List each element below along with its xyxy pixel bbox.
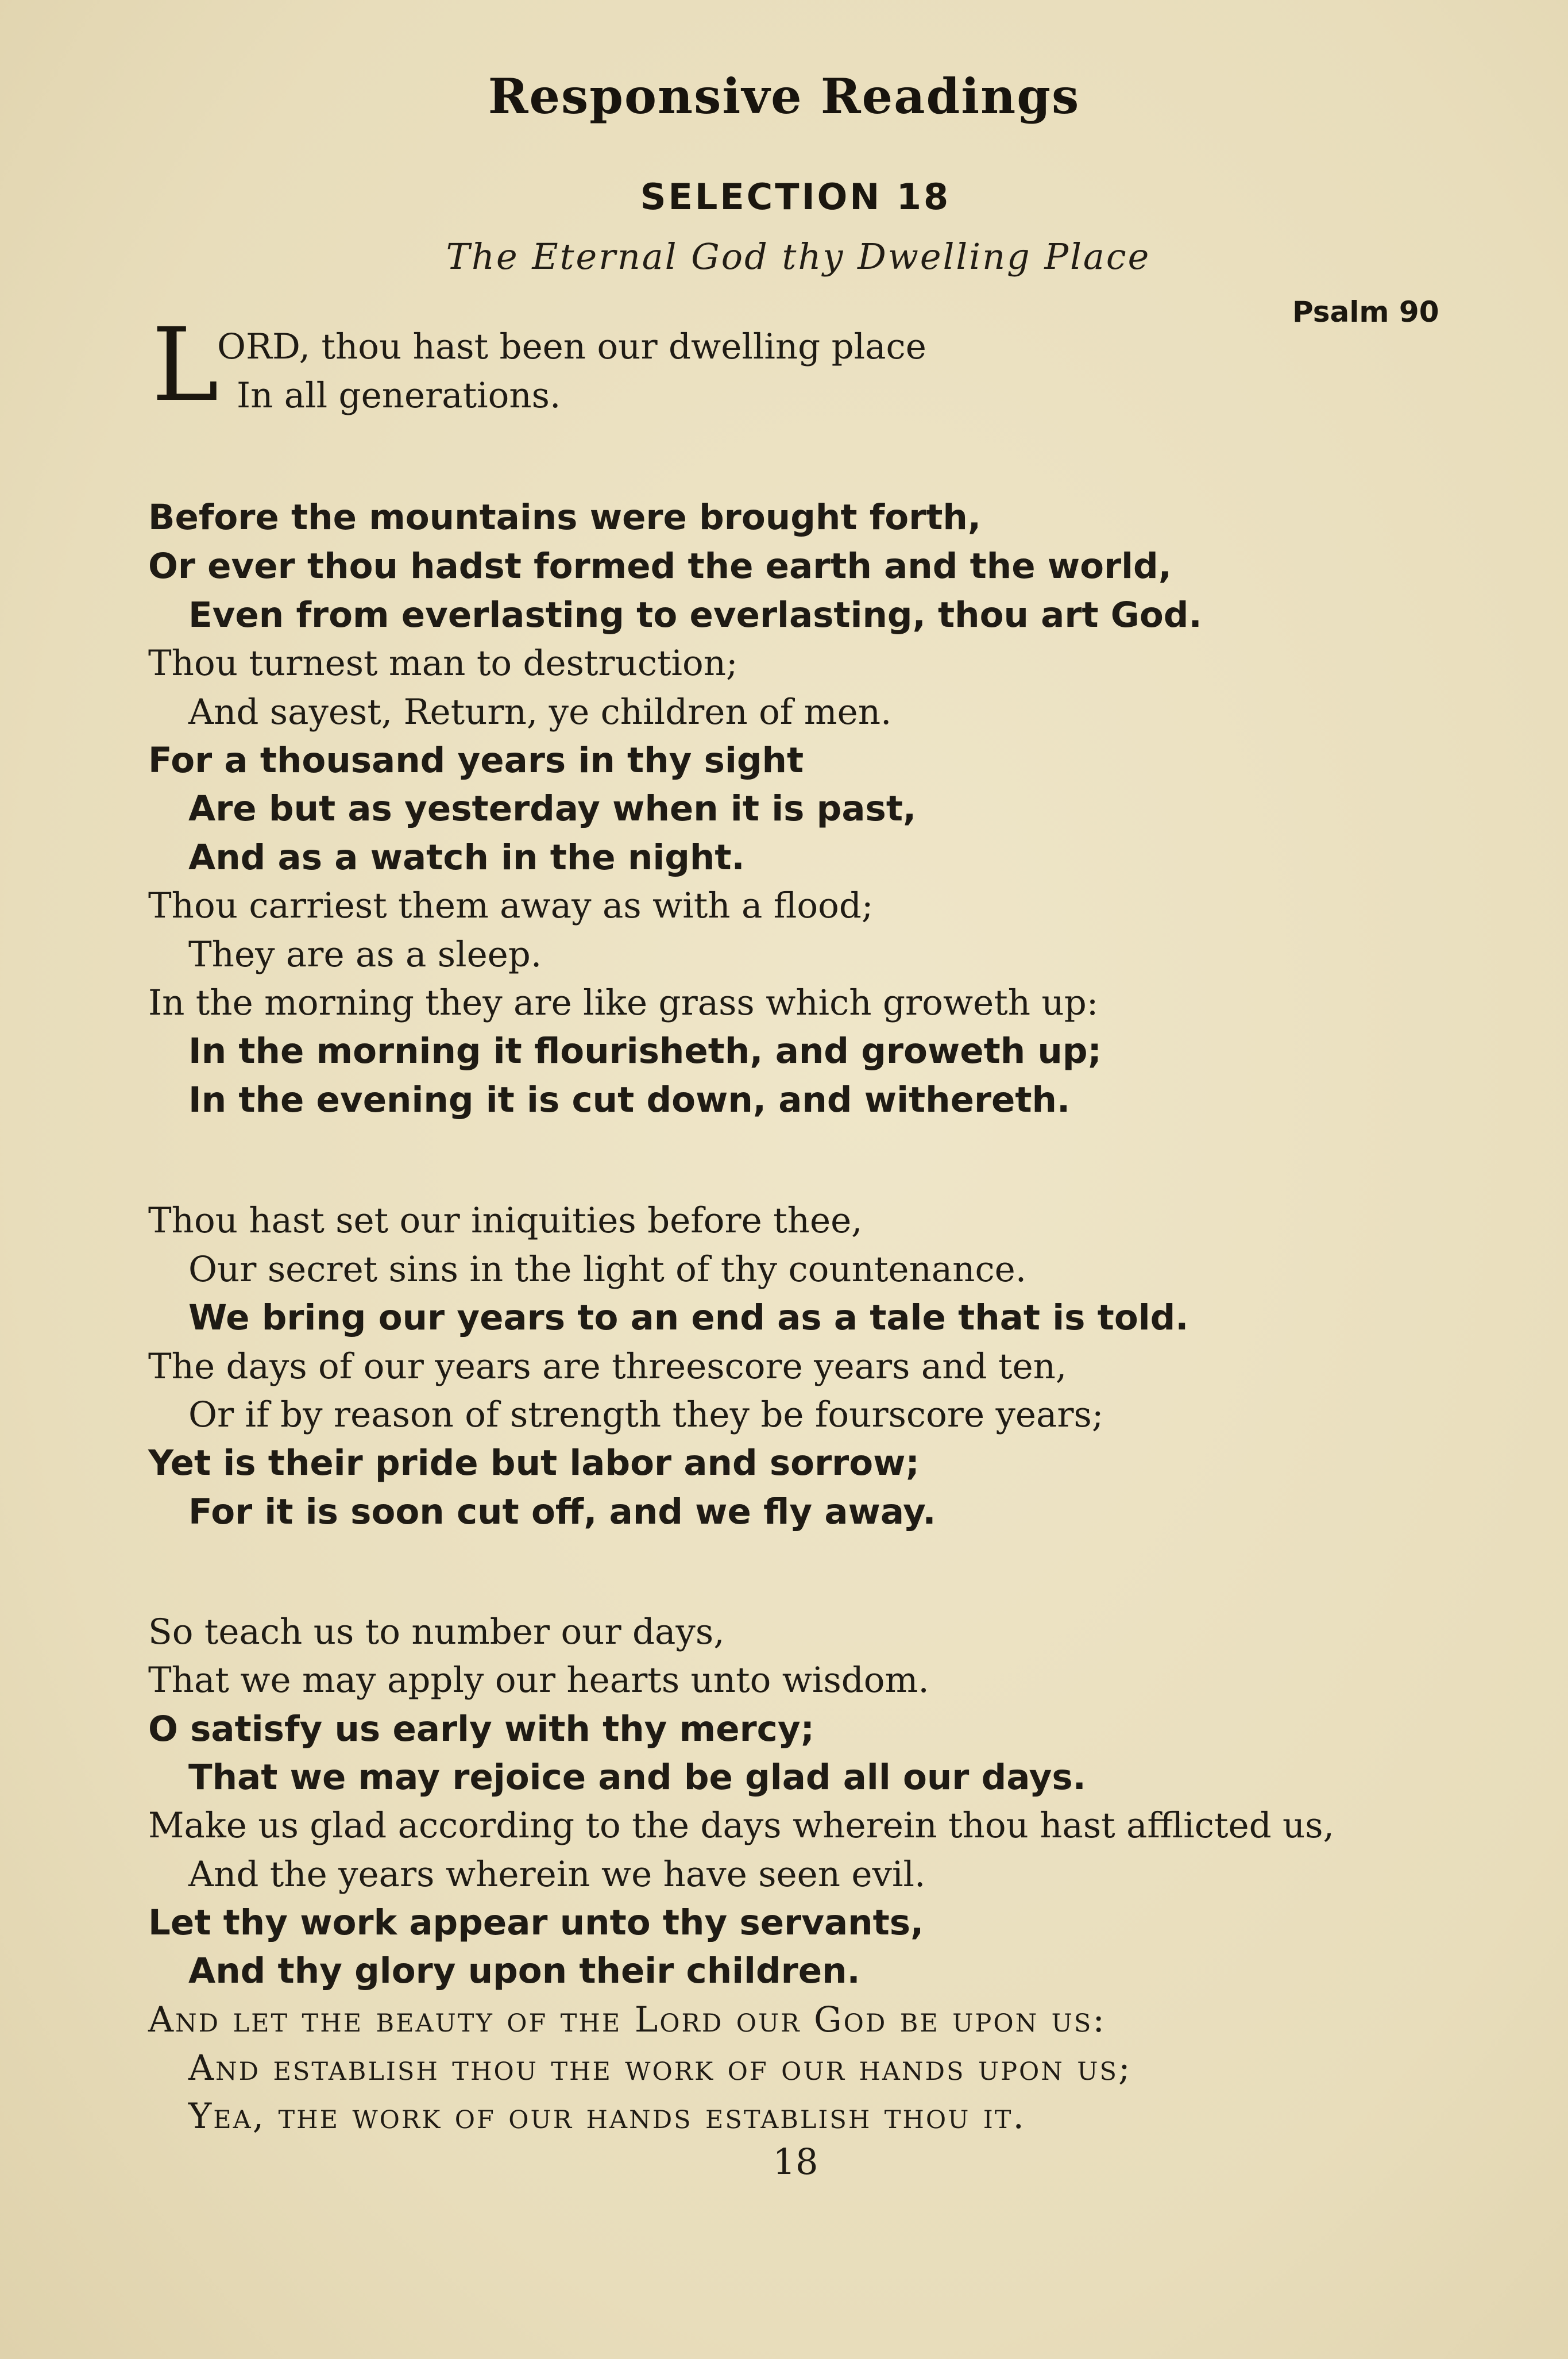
reading-line: Or if by reason of strength they be fourscore years; <box>188 1394 1104 1435</box>
reading-line: Yea, the work of our hands establish thou it. <box>188 2096 1026 2137</box>
reading-line: ORD, thou hast been our dwelling place <box>217 326 926 367</box>
reading-line: Our secret sins in the light of thy countenance. <box>188 1249 1027 1290</box>
reading-line: The days of our years are threescore years and ten, <box>148 1346 1067 1387</box>
reading-line: We bring our years to an end as a tale that is told. <box>188 1297 1189 1338</box>
reading-line: Even from everlasting to everlasting, thou art God. <box>188 595 1202 635</box>
reading-line: And the years wherein we have seen evil. <box>188 1854 926 1895</box>
reading-line: Thou turnest man to destruction; <box>148 643 738 684</box>
reading-line: In all generations. <box>237 375 561 416</box>
reading-line: Before the mountains were brought forth, <box>148 497 982 538</box>
reading-line: In the evening it is cut down, and withereth. <box>188 1080 1071 1120</box>
reading-line: Thou carriest them away as with a flood; <box>148 885 874 926</box>
page-number: 18 <box>773 2141 818 2183</box>
page-header: Responsive Readings <box>488 68 1080 125</box>
reading-line: Make us glad according to the days wherein thou hast afflicted us, <box>148 1805 1335 1846</box>
reading-line: That we may apply our hearts unto wisdom. <box>148 1660 929 1701</box>
reading-line: Thou hast set our iniquities before thee, <box>148 1200 863 1241</box>
reading-line: In the morning it flourisheth, and groweth up; <box>188 1031 1102 1071</box>
reading-line: And let the beauty of the Lord our God be upon us: <box>148 1999 1106 2040</box>
selection-title: SELECTION 18 <box>640 176 951 218</box>
reading-line: For a thousand years in thy sight <box>148 740 804 781</box>
drop-cap: L <box>152 306 219 424</box>
reading-line: Are but as yesterday when it is past, <box>188 788 917 829</box>
reading-line: Or ever thou hadst formed the earth and the world, <box>148 546 1172 587</box>
reading-line: And as a watch in the night. <box>188 837 745 878</box>
reading-line: That we may rejoice and be glad all our days. <box>188 1757 1086 1798</box>
reading-line: So teach us to number our days, <box>148 1612 725 1652</box>
reading-line: In the morning they are like grass which groweth up: <box>148 982 1099 1023</box>
reading-line: They are as a sleep. <box>188 934 542 975</box>
reading-line: For it is soon cut off, and we fly away. <box>188 1491 936 1532</box>
reading-line: Yet is their pride but labor and sorrow; <box>148 1443 920 1483</box>
reading-line: O satisfy us early with thy mercy; <box>148 1709 814 1749</box>
reading-line: And sayest, Return, ye children of men. <box>188 692 892 733</box>
psalm-reference: Psalm 90 <box>1292 295 1439 329</box>
selection-subtitle: The Eternal God thy Dwelling Place <box>446 236 1151 277</box>
reading-line: And establish thou the work of our hands upon us; <box>188 2048 1132 2088</box>
reading-line: And thy glory upon their children. <box>188 1951 860 1991</box>
reading-line: Let thy work appear unto thy servants, <box>148 1902 924 1943</box>
